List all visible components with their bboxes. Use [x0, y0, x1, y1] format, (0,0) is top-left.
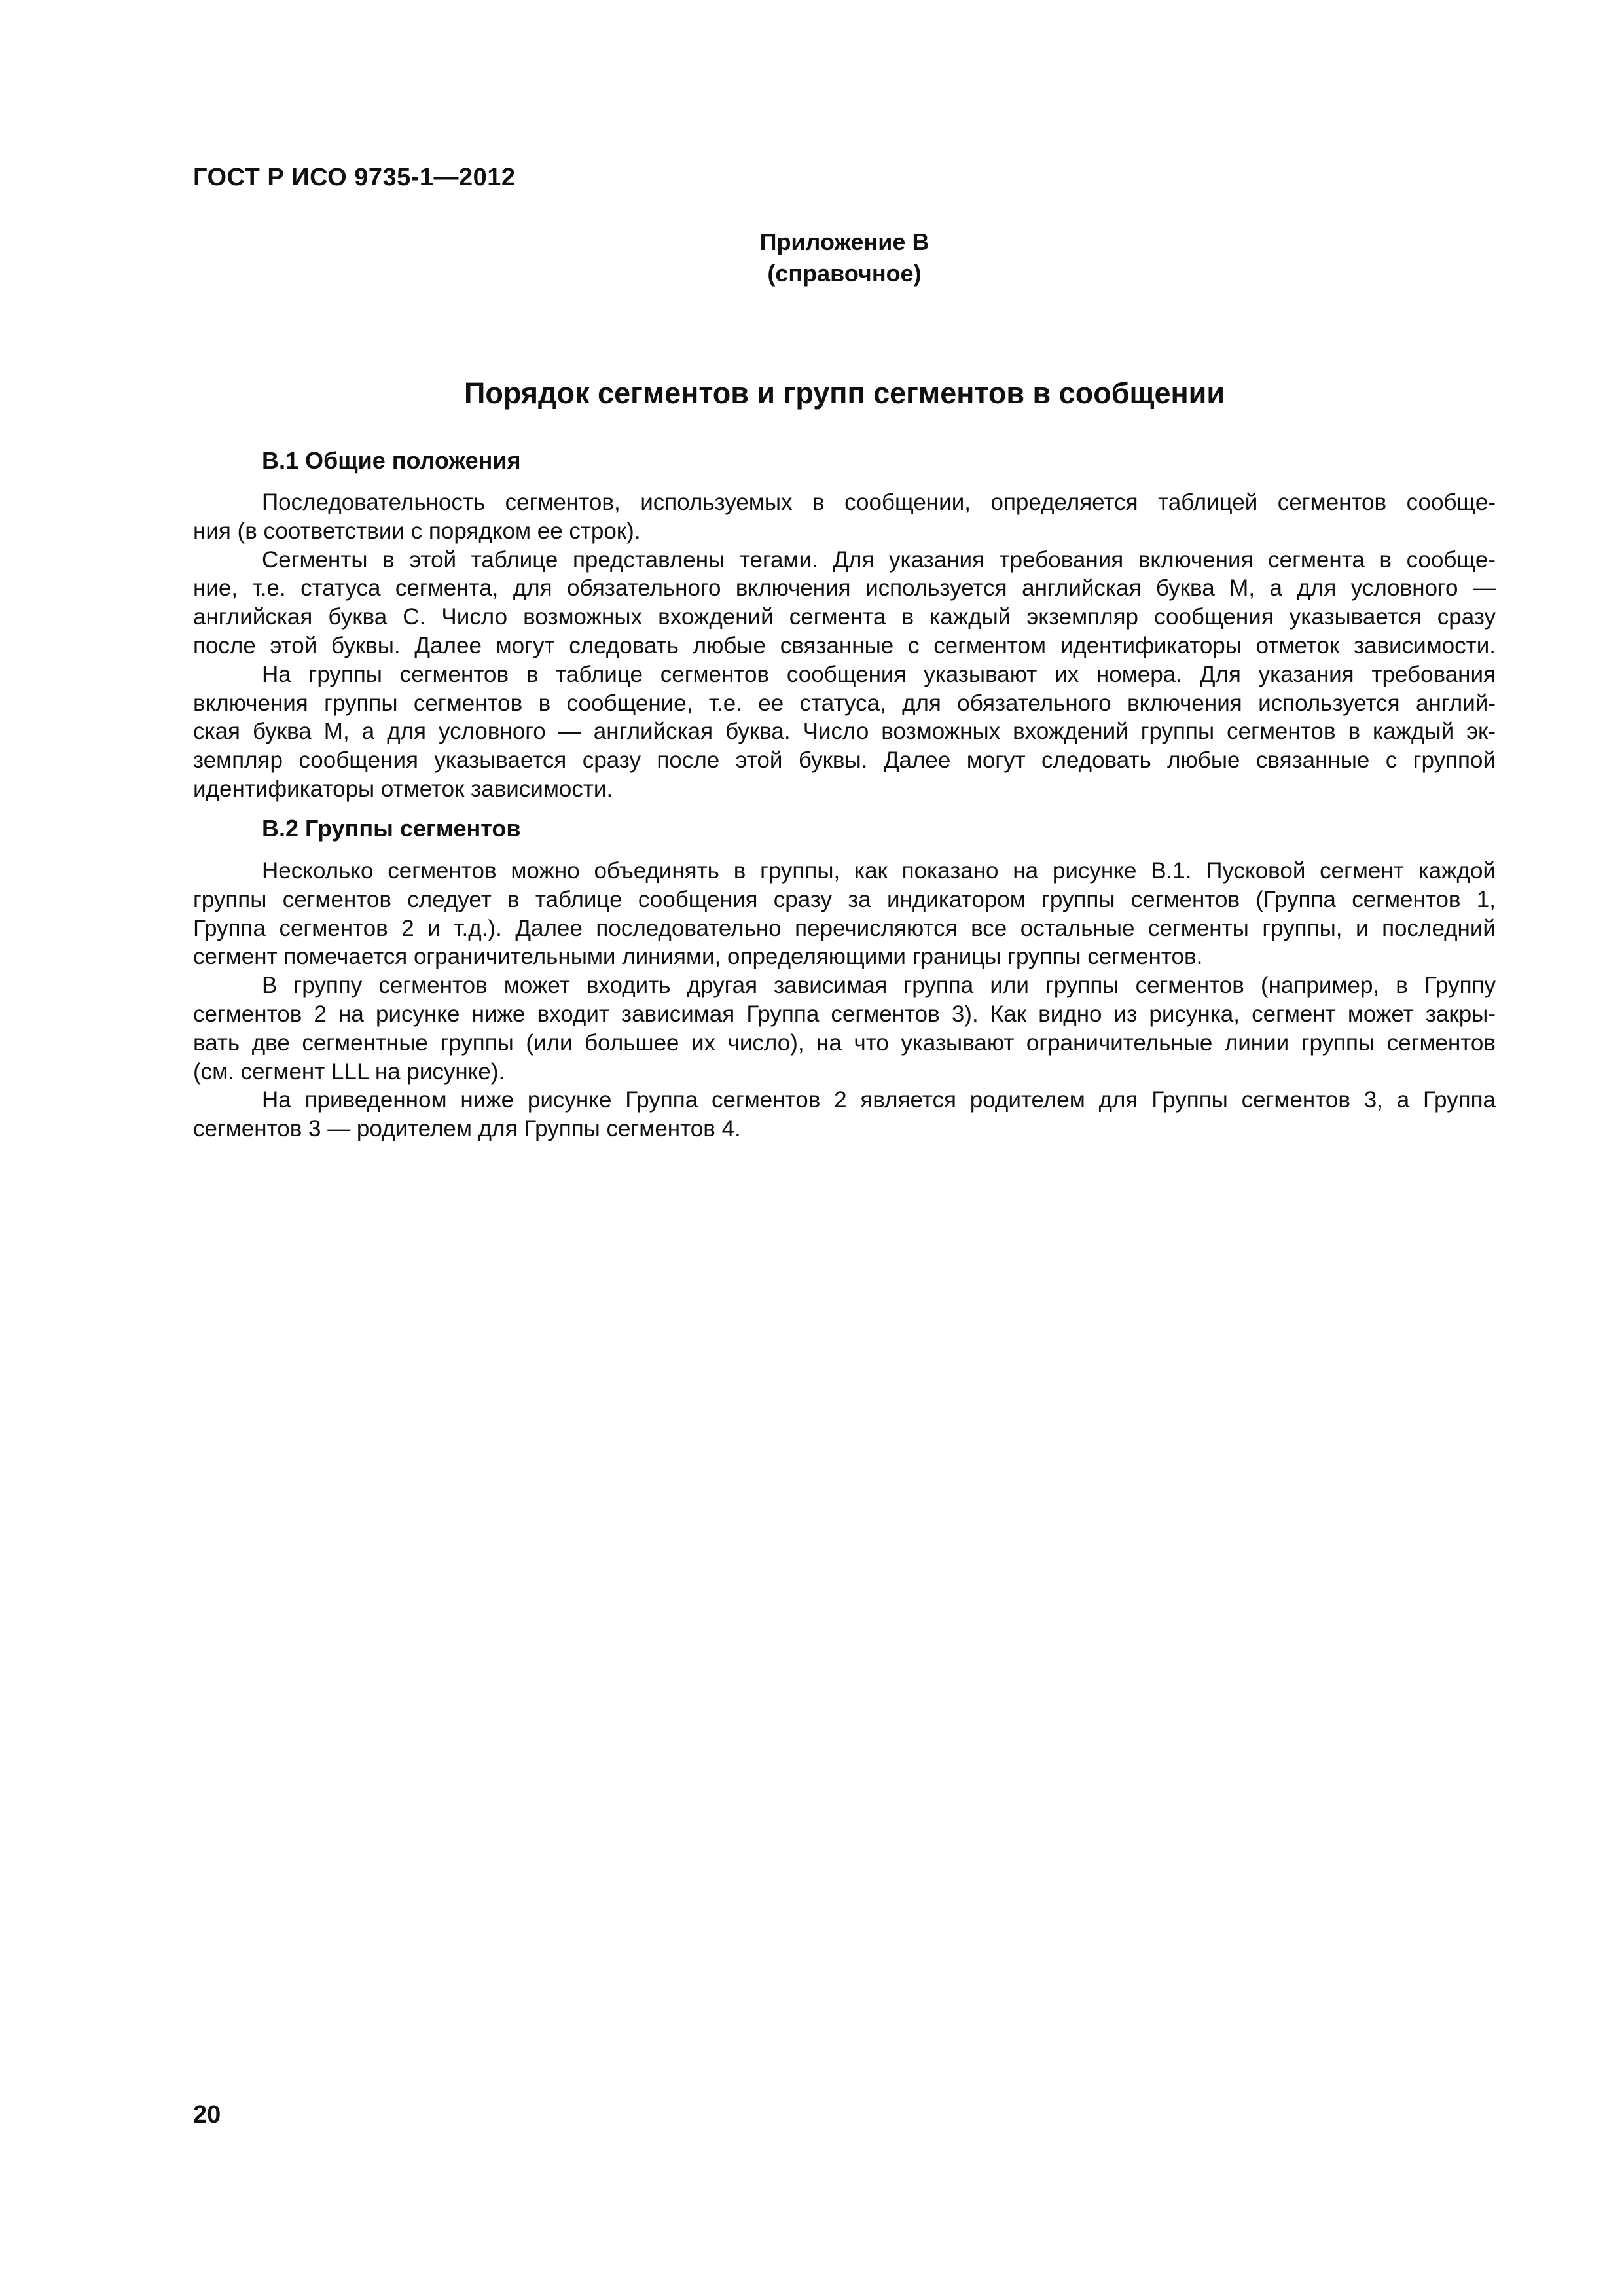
text-line: земпляр сообщения указывается сразу после этой буквы. Далее могут следовать любые связанные с группой: [193, 747, 1496, 774]
text-line: Несколько сегментов можно объединять в группы, как показано на рисунке В.1. Пусковой сегмент каждой: [262, 858, 1496, 884]
text-line: Сегменты в этой таблице представлены тегами. Для указания требования включения сегмента в сообще-: [262, 547, 1496, 573]
appendix-title: Порядок сегментов и групп сегментов в сообщении: [463, 376, 1225, 410]
text-line: вать две сегментные группы (или большее их число), на что указывают ограничительные линии группы сегментов: [193, 1030, 1496, 1056]
text-line: группы сегментов следует в таблице сообщения сразу за индикатором группы сегментов (Группа сегментов 1,: [193, 886, 1496, 912]
text-line: идентификаторы отметок зависимости.: [193, 776, 613, 802]
section-heading-b1: В.1 Общие положения: [262, 447, 521, 474]
text-line: В группу сегментов может входить другая зависимая группа или группы сегментов (например, в Группу: [262, 973, 1496, 999]
section-b2-text: [193, 857, 1496, 1143]
text-line: ская буква М, а для условного — английская буква. Число возможных вхождений группы сегментов в каждый эк-: [193, 719, 1496, 745]
text-line: На приведенном ниже рисунке Группа сегментов 2 является родителем для Группы сегментов 3, а Группа: [262, 1087, 1496, 1113]
text-line: сегментов 3 — родителем для Группы сегментов 4.: [193, 1116, 741, 1142]
text-line: сегментов 2 на рисунке ниже входит зависимая Группа сегментов 3). Как видно из рисунка, сегмент может закры-: [193, 1001, 1496, 1027]
text-line: ния (в соответствии с порядком ее строк).: [193, 518, 641, 544]
text-line: ние, т.е. статуса сегмента, для обязательного включения используется английская буква М, а для условного —: [193, 575, 1496, 601]
text-line: (см. сегмент LLL на рисунке).: [193, 1058, 505, 1085]
appendix-label-block: [661, 226, 1028, 289]
section-b1-text: [193, 488, 1496, 804]
text-line: На группы сегментов в таблице сегментов сообщения указывают их номера. Для указания требования: [262, 661, 1496, 687]
appendix-label: Приложение В: [759, 228, 929, 255]
text-line: сегмент помечается ограничительными линиями, определяющими границы группы сегментов.: [193, 944, 1203, 970]
text-line: Последовательность сегментов, используемых в сообщении, определяется таблицей сегментов сообще-: [262, 490, 1496, 515]
text-line: английская буква С. Число возможных вхождений сегмента в каждый экземпляр сообщения указывается сразу: [193, 604, 1496, 630]
text-line: включения группы сегментов в сообщение, т.е. ее статуса, для обязательного включения используется англий-: [193, 690, 1496, 716]
page-number: 20: [193, 2101, 221, 2128]
section-heading-b2: В.2 Группы сегментов: [262, 815, 521, 842]
document-code: ГОСТ Р ИСО 9735-1—2012: [193, 164, 516, 191]
appendix-status: (справочное): [767, 260, 922, 287]
text-line: Группа сегментов 2 и т.д.). Далее последовательно перечисляются все остальные сегменты группы, и последний: [193, 915, 1496, 941]
text-line: после этой буквы. Далее могут следовать любые связанные с сегментом идентификаторы отметок зависимости.: [193, 632, 1496, 658]
